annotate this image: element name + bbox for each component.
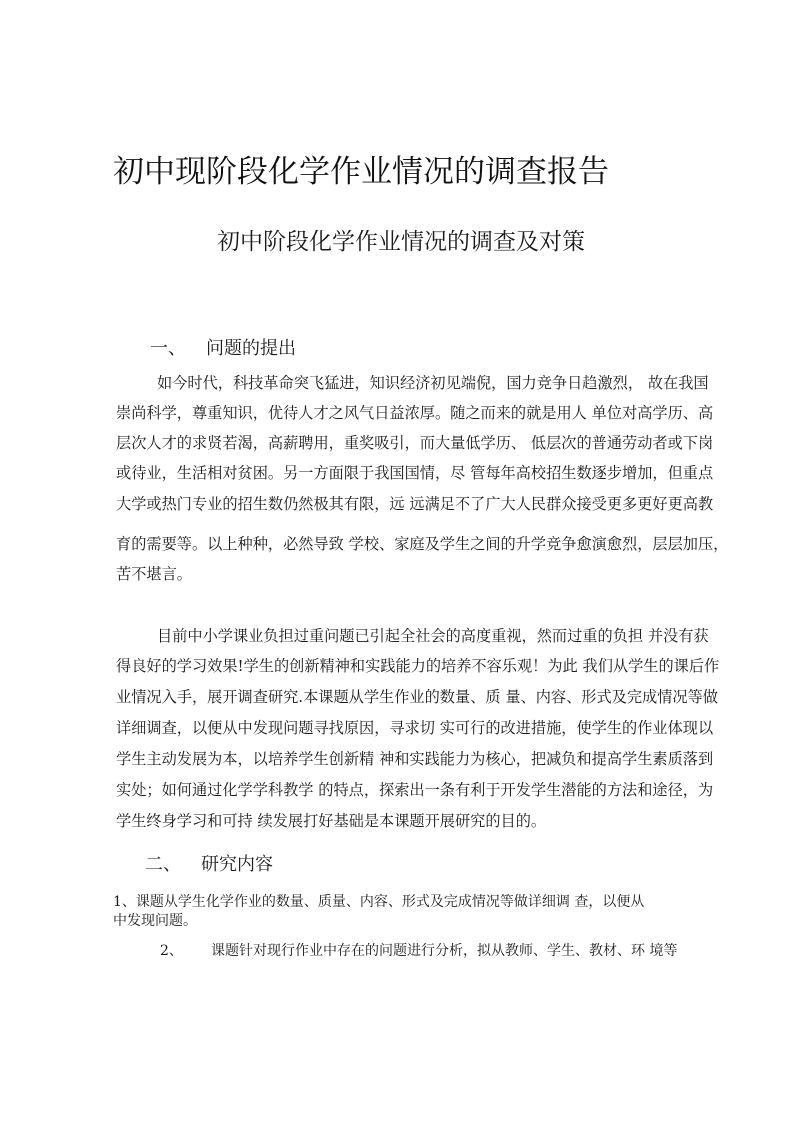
- page-subtitle: 初中阶段化学作业情况的调查及对策: [217, 229, 585, 255]
- section-1-heading: [150, 336, 296, 362]
- paragraph-line: 苦不堪言。: [116, 565, 192, 583]
- item-2-text: 课题针对现行作业中存在的问题进行分析，拟从教师、学生、教材、环 境等: [211, 943, 678, 959]
- paragraph-line: 得良好的学习效果!学生的创新精神和实践能力的培养不容乐观！为此 我们从学生的课后作: [116, 657, 720, 675]
- paragraph-line: 实处；如何通过化学学科教学 的特点，探索出一条有利于开发学生潜能的方法和途径，为: [116, 781, 714, 799]
- section-2-title: 研究内容: [201, 854, 273, 875]
- paragraph-line: 1、课题从学生化学作业的数量、质量、内容、形式及完成情况等做详细调 查，以便从: [113, 894, 645, 910]
- paragraph-line: 业情况入手，展开调查研究.本课题从学生作业的数量、质 量、内容、形式及完成情况等做: [116, 688, 718, 706]
- paragraph-line: 或待业，生活相对贫困。另一方面限于我国国情，尽 管每年高校招生数逐步增加，但重点: [116, 464, 714, 482]
- section-2-heading: [145, 852, 273, 878]
- paragraph-line: 层次人才的求贤若渴，高薪聘用，重奖吸引，而大量低学历、 低层次的普通劳动者或下岗: [116, 434, 714, 452]
- paragraph-line: 学生主动发展为本，以培养学生创新精 神和实践能力为核心，把减负和提高学生素质落到: [116, 750, 714, 768]
- paragraph-line: 大学或热门专业的招生数仍然极其有限，远 远满足不了广大人民群众接受更多更好更高教: [116, 495, 714, 513]
- paragraph-line: 目前中小学课业负担过重问题已引起全社会的高度重视，然而过重的负担 并没有获: [157, 627, 709, 645]
- paragraph-line: 如今时代，科技革命突飞猛进，知识经济初见端倪，国力竞争日趋激烈， 故在我国: [157, 374, 709, 392]
- section-2-number: 二、: [145, 854, 181, 875]
- section-1-number: 一、: [150, 338, 186, 359]
- paragraph-line: 崇尚科学，尊重知识，优待人才之风气日益浓厚。随之而来的就是用人 单位对高学历、高: [116, 404, 714, 422]
- paragraph-line: 中发现问题。: [113, 913, 197, 929]
- item-2-number: 2、: [160, 943, 183, 959]
- section-1-title: 问题的提出: [206, 338, 296, 359]
- paragraph-line: 学生终身学习和可持 续发展打好基础是本课题开展研究的目的。: [116, 812, 547, 830]
- paragraph-line: 详细调查，以便从中发现问题寻找原因，寻求切 实可行的改进措施，使学生的作业体现以: [116, 719, 714, 737]
- page-title: 初中现阶段化学作业情况的调查报告: [113, 154, 609, 190]
- paragraph-line: 育的需要等。以上种种，必然导致 学校、家庭及学生之间的升学竞争愈演愈烈，层层加压，: [116, 535, 729, 553]
